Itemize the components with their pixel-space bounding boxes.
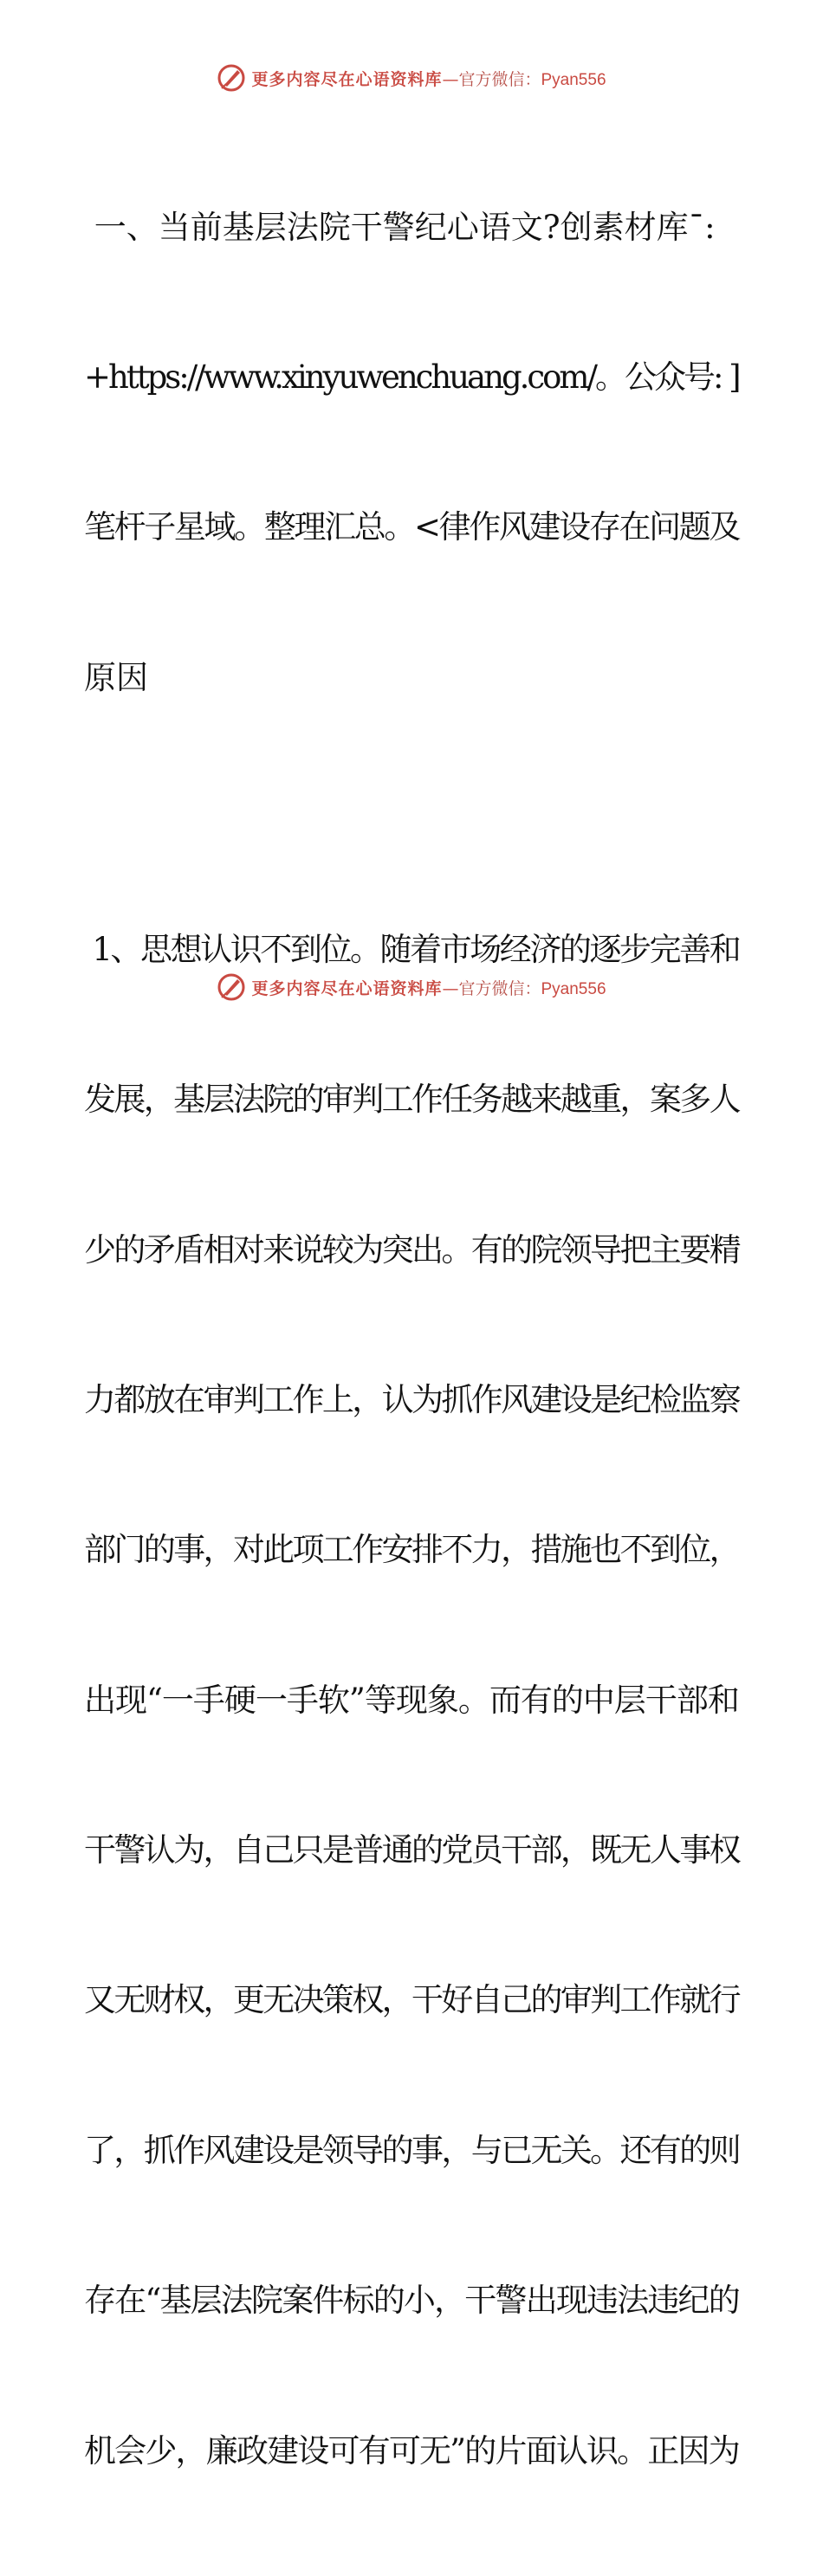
paragraph-gap bbox=[84, 803, 739, 824]
heading-line: 笔杆子星域。整理汇总。<律作风建设存在问题及 bbox=[84, 508, 740, 546]
body-line: 少的矛盾相对来说较为突出。有的院领导把主要精 bbox=[84, 1230, 739, 1269]
footer-banner bbox=[0, 970, 823, 1004]
footer-banner-separator: — bbox=[442, 978, 459, 998]
body-line: 又无财权，更无决策权，干好自己的审判工作就行 bbox=[84, 1981, 739, 2019]
heading-line-url: +https://www.xinyuwenchuang.com/。公众号: ] bbox=[84, 358, 739, 396]
heading-line: 原因 bbox=[84, 658, 148, 696]
footer-banner-wechat-label: 官方微信： bbox=[458, 978, 541, 998]
header-banner-wechat-id: Pyan556 bbox=[541, 70, 606, 89]
heading-line: 一、当前基层法院干警纪心语文?创素材库¯: bbox=[84, 208, 716, 246]
quill-logo-icon bbox=[217, 972, 246, 1002]
header-banner-separator: — bbox=[442, 69, 459, 89]
body-line: 了，抓作风建设是领导的事，与已无关。还有的则 bbox=[84, 2131, 739, 2169]
section-heading bbox=[84, 102, 739, 803]
body-line: 干警认为，自己只是普通的党员干部，既无人事权 bbox=[84, 1831, 739, 1869]
body-line: 存在“基层法院案件标的小，干警出现违法违纪的 bbox=[84, 2282, 739, 2320]
body-paragraph bbox=[84, 824, 739, 2576]
header-banner bbox=[0, 61, 823, 95]
footer-banner-wechat-id: Pyan556 bbox=[541, 979, 606, 998]
body-line: 力都放在审判工作上，认为抓作风建设是纪检监察 bbox=[84, 1380, 739, 1418]
footer-banner-title: 更多内容尽在心语资料库 bbox=[251, 978, 443, 998]
body-line: 部门的事，对此项工作安排不力，措施也不到位， bbox=[84, 1531, 739, 1569]
body-line: 发展，基层法院的审判工作任务越来越重，案多人 bbox=[84, 1081, 739, 1119]
body-line: 1、思想认识不到位。随着市场经济的逐步完善和 bbox=[84, 930, 740, 968]
header-banner-title: 更多内容尽在心语资料库 bbox=[251, 69, 443, 89]
header-banner-wechat-label: 官方微信： bbox=[458, 69, 541, 89]
quill-logo-icon bbox=[217, 63, 246, 93]
document-content bbox=[84, 102, 739, 2576]
body-line: 出现“一手硬一手软”等现象。而有的中层干部和 bbox=[84, 1681, 739, 1719]
body-line: 机会少，廉政建设可有可无”的片面认识。正因为 bbox=[84, 2431, 739, 2469]
